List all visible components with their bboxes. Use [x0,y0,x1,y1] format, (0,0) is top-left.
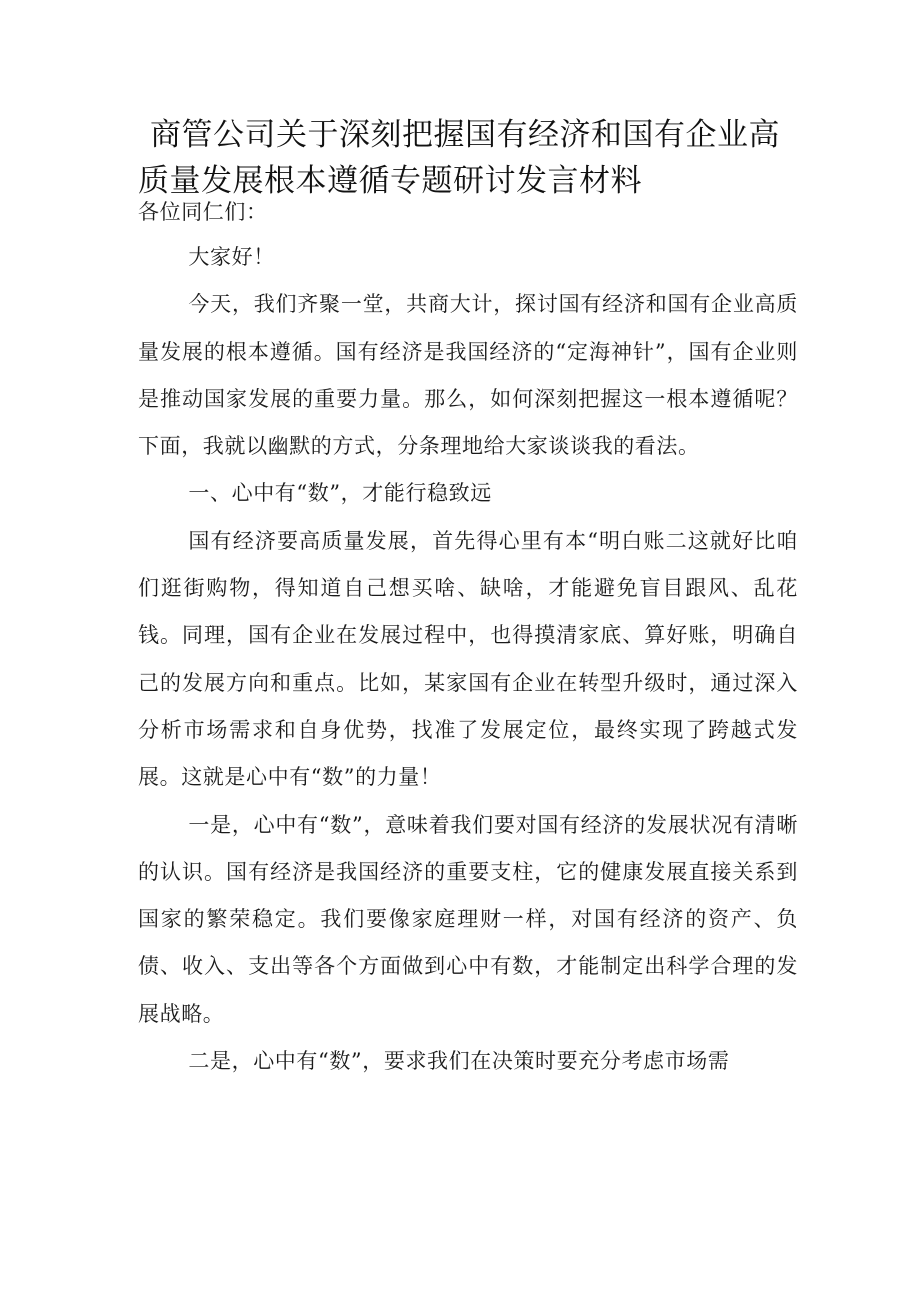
salutation: 各位同仁们： [138,200,268,224]
section-heading-1: 一、心中有“数”，才能行稳致远 [188,481,492,506]
paragraph-point-2: 二是，心中有“数”，要求我们在决策时要充分考虑市场需 [188,1049,730,1074]
title-line-2: 质量发展根本遵循专题研讨发言材料 [138,163,642,199]
document-body [138,190,798,1085]
greeting: 大家好！ [188,245,275,269]
title-line-1: 商管公司关于深刻把握国有经济和国有企业高 [150,117,780,153]
paragraph-intro: 今天，我们齐聚一堂，共商大计，探讨国有经济和国有企业高质量发展的根本遵循。国有经济是我国经济的“定海神针”，国有企业则是推动国家发展的重要力量。那么，如何深刻把握这一根本遵循呢？下面，我就以幽默的方式，分条理地给大家谈谈我的看法。 [138,292,798,459]
paragraph-section-1: 国有经济要高质量发展，首先得心里有本“明白账二这就好比咱们逛街购物，得知道自己想买啥、缺啥，才能避免盲目跟风、乱花钱。同理，国有企业在发展过程中，也得摸清家底、算好账，明确自己的发展方向和重点。比如，某家国有企业在转型升级时，通过深入分析市场需求和自身优势，找准了发展定位，最终实现了跨越式发展。这就是心中有“数”的力量！ [138,528,798,790]
paragraph-point-1: 一是，心中有“数”，意味着我们要对国有经济的发展状况有清晰的认识。国有经济是我国经济的重要支柱，它的健康发展直接关系到国家的繁荣稳定。我们要像家庭理财一样，对国有经济的资产、负债、收入、支出等各个方面做到心中有数，才能制定出科学合理的发展战略。 [138,812,798,1026]
